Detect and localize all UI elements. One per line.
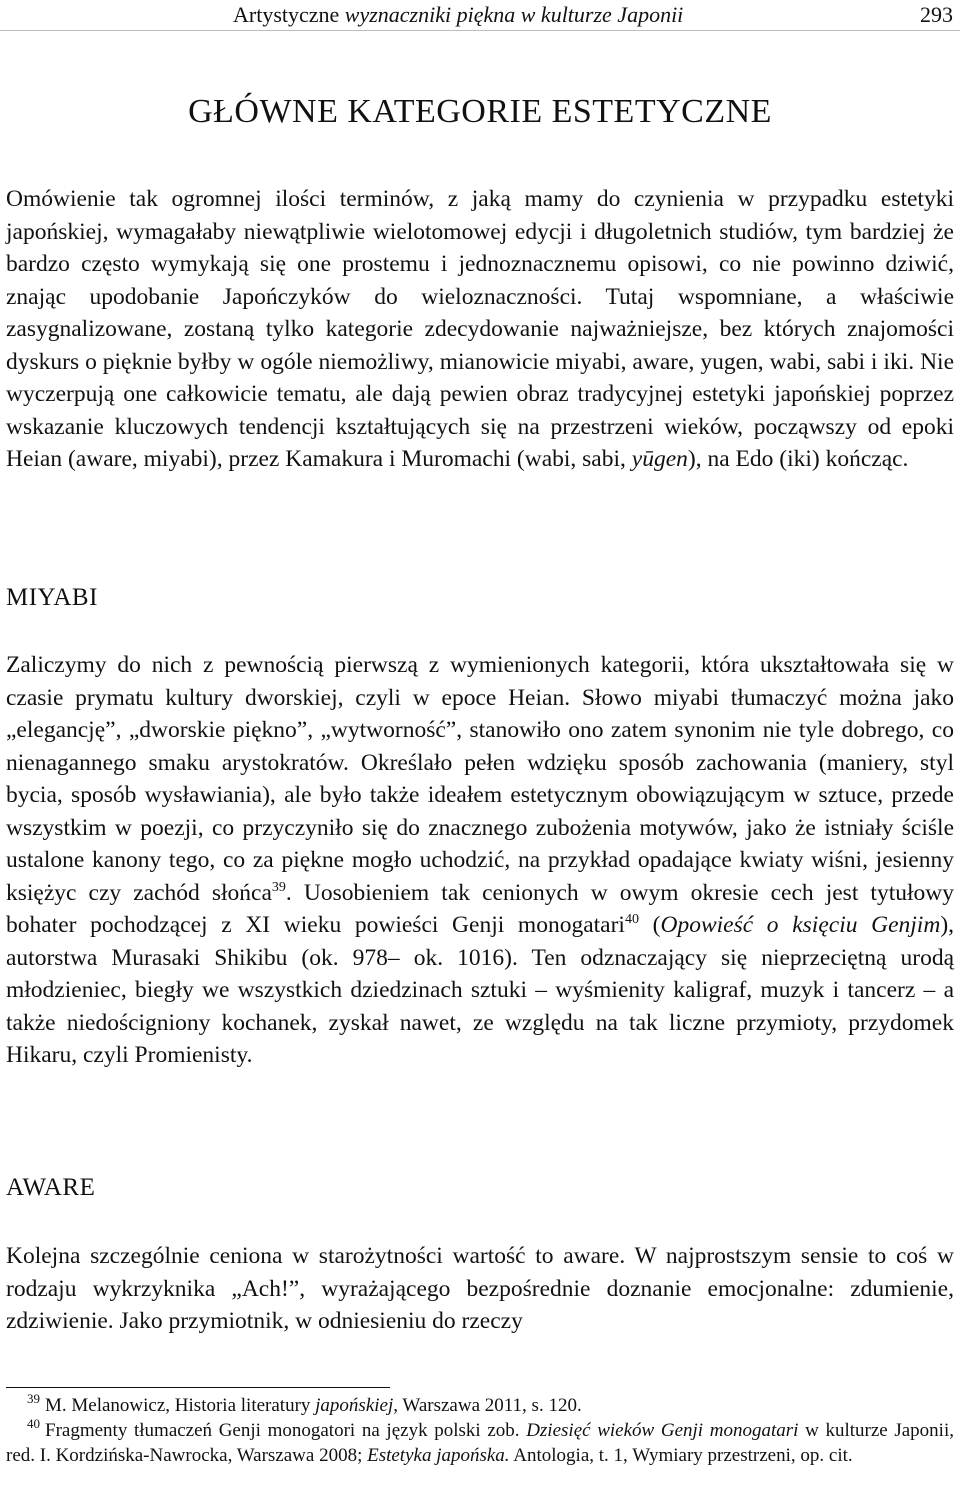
footnote-39: $^{39}$ M. Melanowicz, Historia literatury japońskiej, Warszawa 2011, s. 120. xyxy=(27,1391,582,1416)
footnote-39-text-end: , Warszawa 2011, s. 120. xyxy=(393,1395,582,1416)
running-header xyxy=(0,0,960,31)
miyabi-text-1: Zaliczymy do nich z pewnością pierwszą z wymienionych kategorii, która ukształtowała się w czasie prymatu kultury dworskiej, czyli w epoce Heian. Słowo miyabi tłumaczyć można jako „elegancję”, „dworskie piękno”, „wytworność”, stanowiło ono zatem synonim nie tyle dobrego, co nienagannego smaku arystokratów. Określało pełen wdzięku sposób zachowania (maniery, styl bycia, sposób wysławiania), ale było także ideałem estetycznym obowiązującym w sztuce, przede wszystkim w poezji, co przyczyniło się do znacznego zubożenia motywów, jako że istniały ściśle ustalone kanony tego, co za piękne mogło uchodzić, na przykład opadające kwiaty wiśni, jesienny księżyc czy zachód słońca xyxy=(6,652,954,906)
footnote-39-text: M. Melanowicz, Historia literatury xyxy=(45,1395,316,1416)
miyabi-italic-title: Opowieść o księciu Genjim xyxy=(660,912,941,938)
footnote-40-text-1: Fragmenty tłumaczeń Genji monogatori na język polski zob. xyxy=(45,1420,527,1441)
footnote-divider xyxy=(6,1387,390,1388)
running-title-roman: Artystyczne xyxy=(233,2,345,27)
running-title-italic: wyznaczniki piękna w kulturze Japonii xyxy=(344,2,684,27)
miyabi-text-4: ), autorstwa Murasaki Shikibu (ok. 978– ok. 1016). Ten odznaczający się nieprzeciętną urodą młodzieniec, biegły we wszystkich dziedzinach sztuki – wyśmienity kaligraf, muzyk i tancerz – a także niedościgniony kochanek, zyskał nawet, ze względu na tak liczne przymioty, przydomek Hikaru, czyli Promienisty. xyxy=(6,912,955,1068)
footnote-ref-39: 39 xyxy=(271,879,286,895)
footnote-40-text-2: w kulturze Japonii, red. I. Kordzińska-Nawrocka, Warszawa 2008; xyxy=(6,1420,954,1466)
miyabi-paragraph xyxy=(6,649,954,1072)
intro-text-end: ), na Edo (iki) kończąc. xyxy=(687,446,909,472)
section-heading-miyabi: MIYABI xyxy=(6,584,98,611)
footnote-40-italic-2: Estetyka japońska. xyxy=(367,1445,510,1466)
footnote-39-italic: japońskiej xyxy=(315,1395,394,1416)
footnote-40-text-3: Antologia, t. 1, Wymiary przestrzeni, op. cit. xyxy=(509,1445,853,1466)
footnote-ref-40: 40 xyxy=(624,912,639,927)
intro-italic-term: yūgen xyxy=(631,446,688,472)
aware-paragraph: Kolejna szczególnie ceniona w starożytności wartość to aware. W najprostszym sensie to coś w rodzaju wykrzyknika „Ach!”, wyrażającego bezpośrednie doznanie emocjonalne: zdumienie, zdziwienie. Jako przymiotnik, w odniesieniu do rzeczy xyxy=(6,1243,954,1334)
chapter-title: GŁÓWNE KATEGORIE ESTETYCZNE xyxy=(188,93,772,130)
intro-text: Omówienie tak ogromnej ilości terminów, z jaką mamy do czynienia w przypadku estetyki japońskiej, wymagałaby niewątpliwie wielotomowej edycji i długoletnich studiów, tym bardziej że bardzo często wymykają się one prostemu i jednoznacznemu opisowi, co nie powinno dziwić, znając upodobanie Japończyków do wieloznaczności. Tutaj wspomniane, a właściwie zasygnalizowane, zostaną tylko kategorie zdecydowanie najważniejsze, bez których znajomości dyskurs o pięknie byłby w ogóle niemożliwy, mianowicie miyabi, aware, yugen, wabi, sabi i iki. Nie wyczerpują one całkowicie tematu, ale dają pewien obraz tradycyjnej estetyki japońskiej poprzez wskazanie kluczowych tendencji kształtujących się na przestrzeni wieków, począwszy od epoki Heian (aware, miyabi), przez Kamakura i Muromachi (wabi, sabi, xyxy=(6,186,954,472)
running-title xyxy=(233,2,683,28)
page-number: 293 xyxy=(920,2,953,27)
intro-paragraph xyxy=(6,183,954,476)
footnote-40: $^{40}$ Fragmenty tłumaczeń Genji monogatori na język polski zob. Dziesięć wieków Genji monogatari w kulturze Japonii, red. I. Kordzińska-Nawrocka, Warszawa 2008; Estetyka japońska. Antologia, t. 1, Wymiary przestrzeni, op. cit. xyxy=(6,1416,954,1466)
section-heading-aware: AWARE xyxy=(6,1174,96,1201)
miyabi-text-3: ( xyxy=(638,912,661,938)
footnote-40-italic-1: Dziesięć wieków Genji monogatari xyxy=(526,1420,799,1441)
miyabi-text-2: . Uosobieniem tak cenionych w owym okresie cech jest tytułowy bohater pochodzącej z XI wieku powieści Genji monogatari xyxy=(6,879,954,938)
